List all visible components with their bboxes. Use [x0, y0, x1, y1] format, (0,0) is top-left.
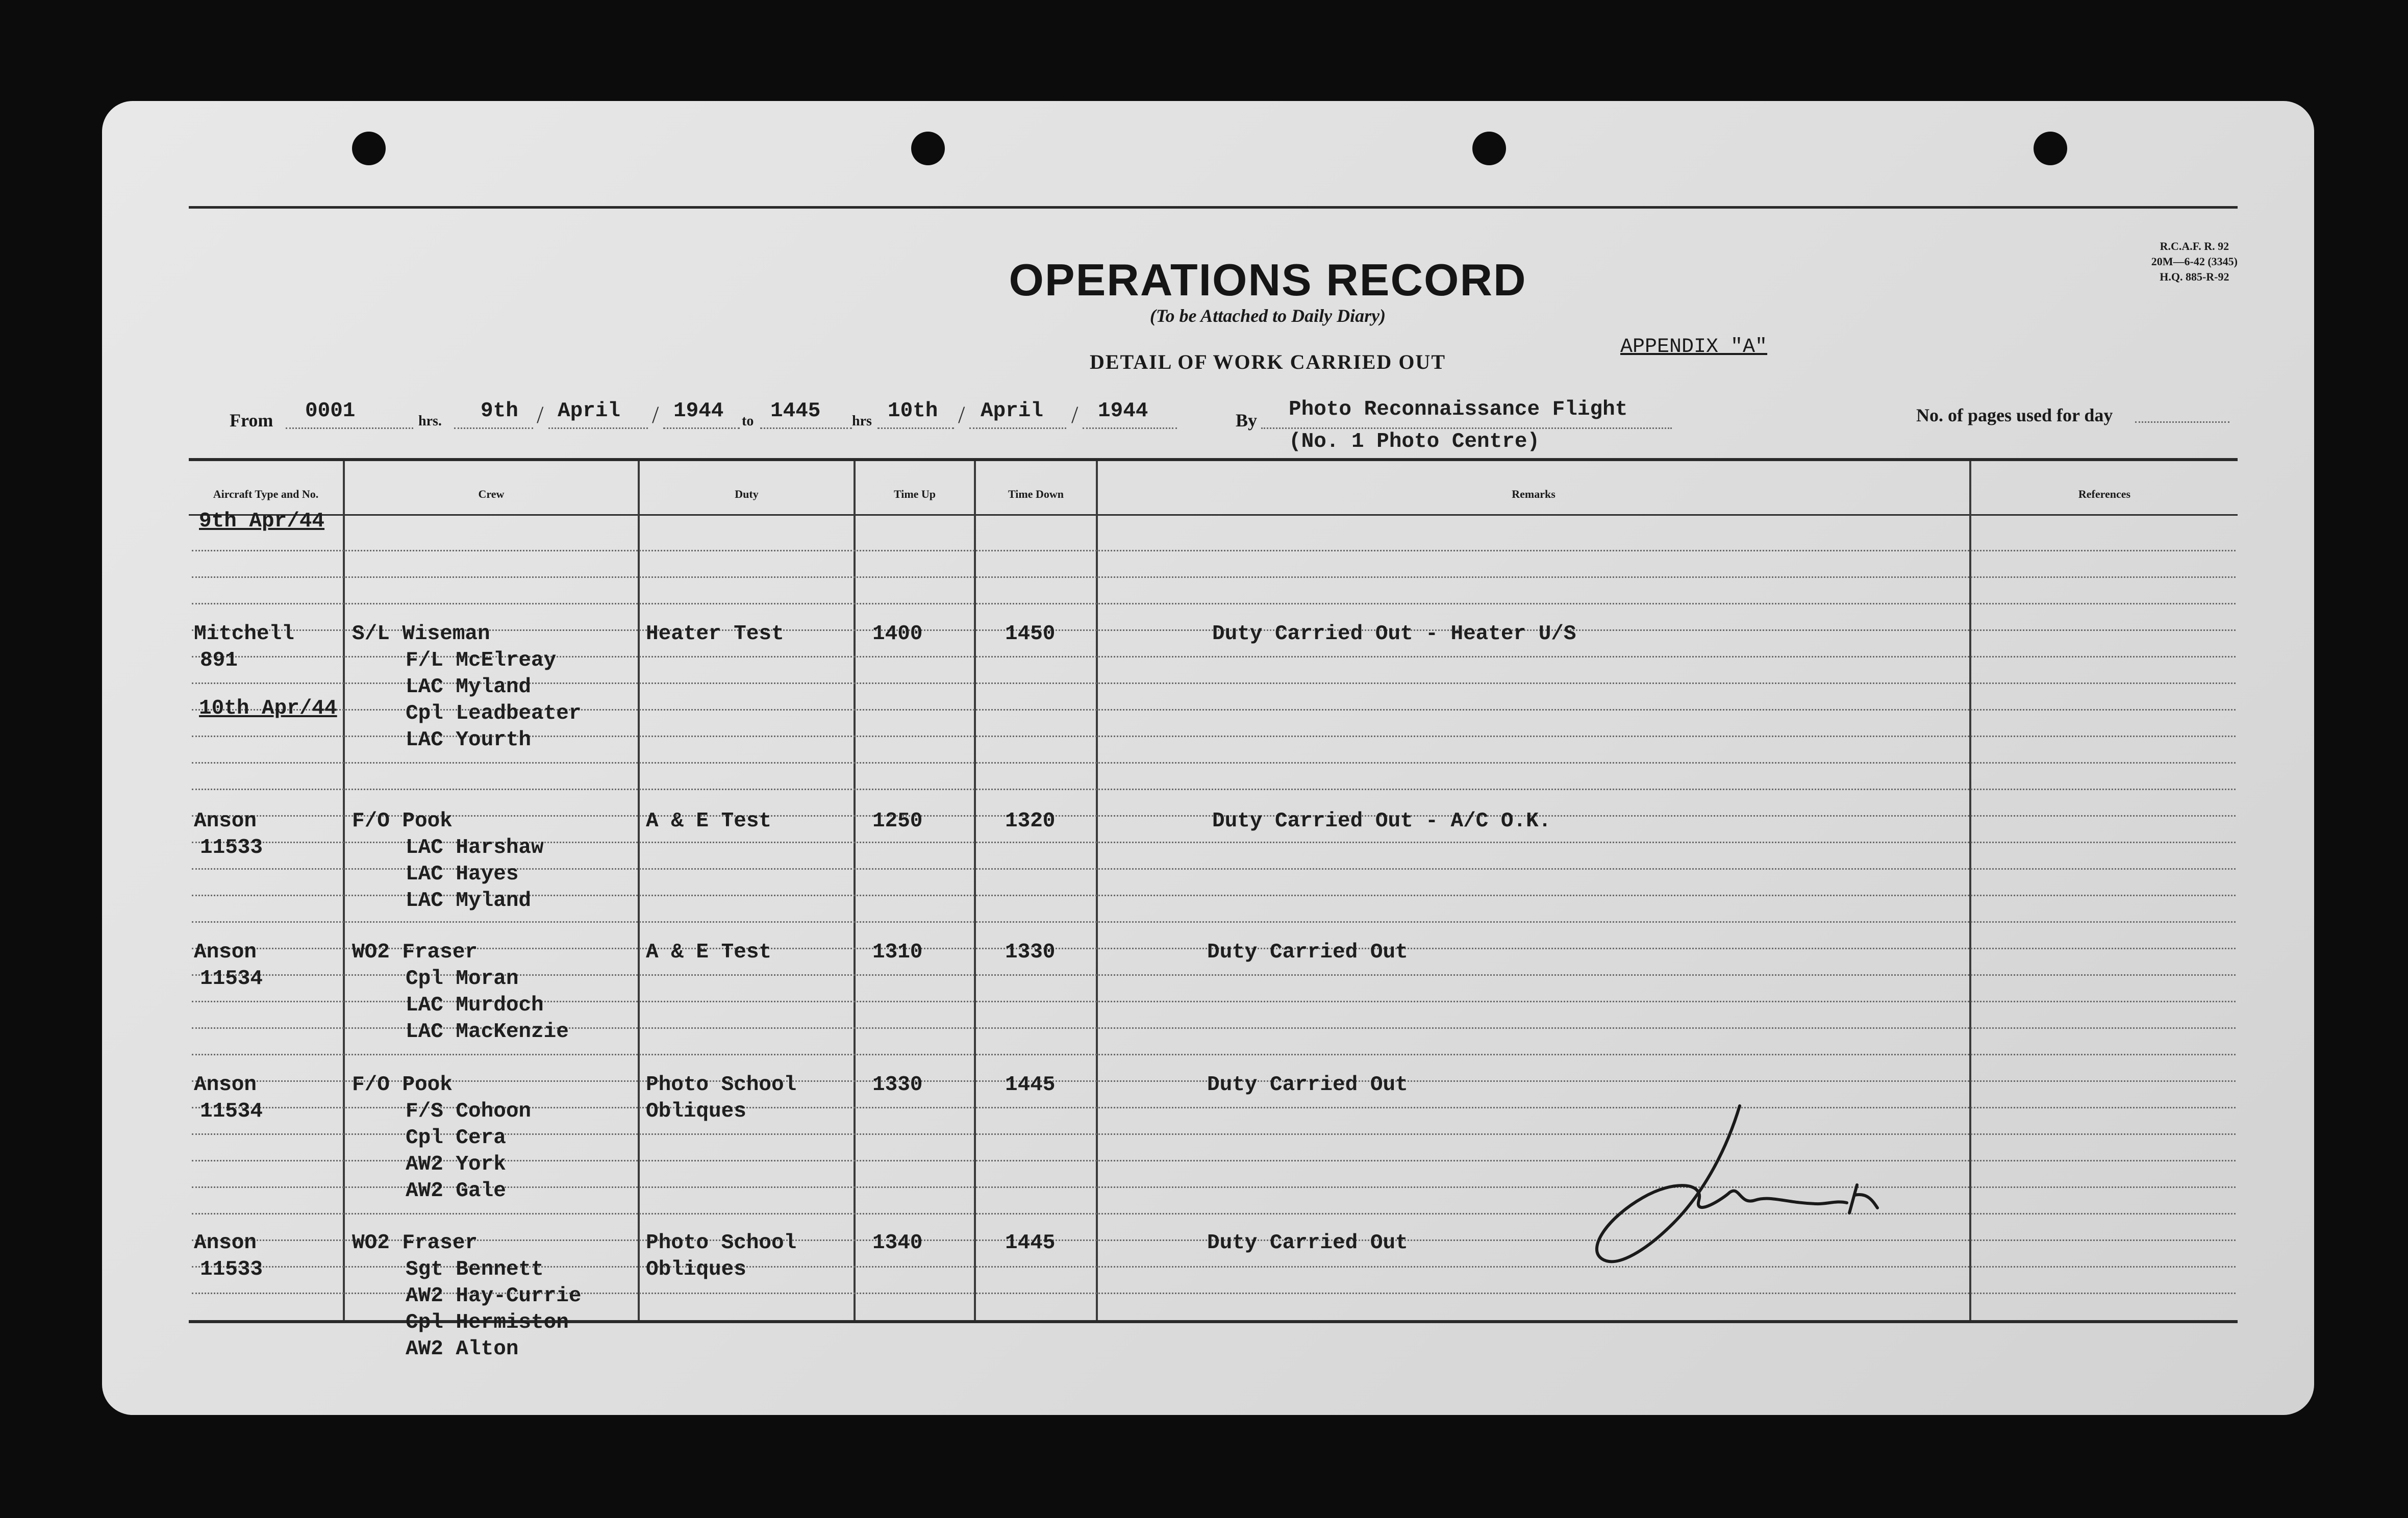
from-time: 0001	[305, 399, 356, 423]
operations-record-sheet	[102, 101, 2314, 1415]
crew-member: Cpl Leadbeater	[406, 702, 582, 725]
dotted-row-line	[192, 789, 2236, 790]
aircraft-cell: 891	[200, 649, 238, 672]
crew-member: F/S Cohoon	[406, 1100, 532, 1123]
aircraft-cell: 11534	[200, 967, 263, 991]
pages-used-field	[2135, 421, 2229, 423]
date-heading: 9th Apr/44	[199, 510, 325, 533]
remarks-cell: Duty Carried Out	[1207, 1231, 1408, 1255]
pages-used-label: No. of pages used for day	[1916, 405, 2113, 425]
column-header-remarks: Remarks	[1512, 488, 1556, 500]
punch-hole	[911, 132, 945, 165]
aircraft-cell: Anson	[194, 809, 257, 833]
remarks-cell: Duty Carried Out - Heater U/S	[1212, 622, 1576, 646]
crew-member: AW2 Alton	[406, 1337, 519, 1361]
top-rule	[189, 206, 2238, 209]
to-hrs-label: hrs	[852, 413, 872, 429]
from-year: 1944	[673, 399, 724, 423]
dotted-field	[548, 427, 648, 429]
unit-subname: (No. 1 Photo Centre)	[1289, 430, 1540, 453]
duty-cell: Photo School	[646, 1231, 797, 1255]
time-down-cell: 1320	[1005, 809, 1056, 833]
dotted-field	[1083, 427, 1177, 429]
column-divider	[1096, 461, 1098, 1320]
page-title: OPERATIONS RECORD	[1009, 255, 1527, 305]
dotted-row-line	[192, 550, 2236, 551]
column-header-time-down: Time Down	[1008, 488, 1064, 500]
crew-member: LAC Myland	[406, 889, 532, 913]
to-time: 1445	[770, 399, 821, 423]
from-month: April	[558, 399, 621, 423]
time-up-cell: 1340	[872, 1231, 923, 1255]
aircraft-cell: 11533	[200, 836, 263, 859]
dotted-row-line	[192, 603, 2236, 604]
table-top-rule	[189, 458, 2238, 461]
duty-cell: Photo School	[646, 1073, 797, 1097]
detail-line: DETAIL OF WORK CARRIED OUT	[1089, 350, 1446, 373]
dotted-row-line	[192, 1213, 2236, 1215]
crew-member: LAC Myland	[406, 675, 532, 699]
crew-member: AW2 York	[406, 1153, 506, 1176]
column-divider	[638, 461, 640, 1320]
crew-member: Cpl Moran	[406, 967, 519, 991]
aircraft-cell: Anson	[194, 941, 257, 964]
remarks-cell: Duty Carried Out - A/C O.K.	[1212, 809, 1551, 833]
dotted-field	[454, 427, 533, 429]
to-year: 1944	[1098, 399, 1148, 423]
time-down-cell: 1450	[1005, 622, 1056, 646]
dotted-field	[877, 427, 954, 429]
remarks-cell: Duty Carried Out	[1207, 941, 1408, 964]
crew-member: LAC MacKenzie	[406, 1020, 569, 1044]
duty-cell: A & E Test	[646, 941, 772, 964]
aircraft-cell: Anson	[194, 1073, 257, 1097]
column-header-references: References	[2078, 488, 2131, 500]
dotted-field	[663, 427, 740, 429]
duty-cell: Obliques	[646, 1258, 746, 1281]
hrs-label: hrs.	[418, 413, 442, 429]
column-header-aircraft: Aircraft Type and No.	[213, 488, 319, 500]
to-month: April	[981, 399, 1044, 423]
aircraft-cell: 11534	[200, 1100, 263, 1123]
form-code-line: R.C.A.F. R. 92	[2160, 240, 2229, 252]
by-label: By	[1236, 410, 1258, 431]
to-day: 10th	[888, 399, 938, 423]
column-header-time-up: Time Up	[893, 488, 936, 500]
page-subtitle: (To be Attached to Daily Diary)	[1149, 306, 1386, 326]
time-up-cell: 1400	[872, 622, 923, 646]
dotted-row-line	[192, 921, 2236, 923]
dotted-field	[760, 427, 852, 429]
slash: /	[537, 401, 544, 428]
column-header-crew: Crew	[478, 488, 505, 500]
column-divider	[343, 461, 345, 1320]
to-label: to	[742, 413, 754, 429]
time-down-cell: 1445	[1005, 1073, 1056, 1097]
column-divider	[974, 461, 976, 1320]
punch-hole	[2034, 132, 2067, 165]
remarks-cell: Duty Carried Out	[1207, 1073, 1408, 1097]
crew-member: Cpl Cera	[406, 1126, 506, 1150]
crew-member: Cpl Hermiston	[406, 1311, 569, 1334]
appendix-label: APPENDIX "A"	[1620, 336, 1768, 359]
crew-member: LAC Harshaw	[406, 836, 544, 859]
crew-member: LAC Hayes	[406, 863, 519, 886]
crew-member: F/O Pook	[352, 1073, 453, 1097]
dotted-row-line	[192, 576, 2236, 578]
handwritten-signature-icon	[1571, 1096, 1898, 1289]
date-heading: 10th Apr/44	[199, 697, 337, 720]
form-code	[2151, 239, 2238, 285]
time-up-cell: 1330	[872, 1073, 923, 1097]
duty-cell: Obliques	[646, 1100, 746, 1123]
aircraft-cell: Anson	[194, 1231, 257, 1255]
crew-member: AW2 Gale	[406, 1179, 506, 1203]
crew-member: F/O Pook	[352, 809, 453, 833]
column-header-duty: Duty	[735, 488, 759, 500]
crew-member: Sgt Bennett	[406, 1258, 544, 1281]
time-down-cell: 1445	[1005, 1231, 1056, 1255]
crew-member: F/L McElreay	[406, 649, 557, 672]
time-up-cell: 1310	[872, 941, 923, 964]
from-day: 9th	[481, 399, 518, 423]
column-divider	[1969, 461, 1971, 1320]
slash: /	[1071, 401, 1078, 428]
time-up-cell: 1250	[872, 809, 923, 833]
punch-hole	[352, 132, 386, 165]
table-header-rule	[189, 514, 2238, 516]
aircraft-cell: Mitchell	[194, 622, 294, 646]
crew-member: WO2 Fraser	[352, 941, 478, 964]
slash: /	[652, 401, 659, 428]
crew-member: LAC Yourth	[406, 728, 532, 752]
duty-cell: A & E Test	[646, 809, 772, 833]
crew-member: AW2 Hay-Currie	[406, 1284, 582, 1308]
time-down-cell: 1330	[1005, 941, 1056, 964]
crew-member: WO2 Fraser	[352, 1231, 478, 1255]
form-code-line: 20M—6-42 (3345)	[2151, 255, 2238, 268]
crew-member: LAC Murdoch	[406, 994, 544, 1017]
dotted-row-line	[192, 762, 2236, 764]
from-label: From	[230, 410, 273, 431]
punch-hole	[1472, 132, 1506, 165]
dotted-field	[969, 427, 1066, 429]
aircraft-cell: 11533	[200, 1258, 263, 1281]
unit-name: Photo Reconnaissance Flight	[1289, 398, 1628, 421]
dotted-row-line	[192, 1054, 2236, 1055]
form-code-line: H.Q. 885-R-92	[2160, 270, 2229, 283]
dotted-field	[1261, 427, 1672, 429]
slash: /	[958, 401, 965, 428]
dotted-field	[286, 427, 413, 429]
duty-cell: Heater Test	[646, 622, 784, 646]
crew-member: S/L Wiseman	[352, 622, 490, 646]
column-divider	[854, 461, 856, 1320]
